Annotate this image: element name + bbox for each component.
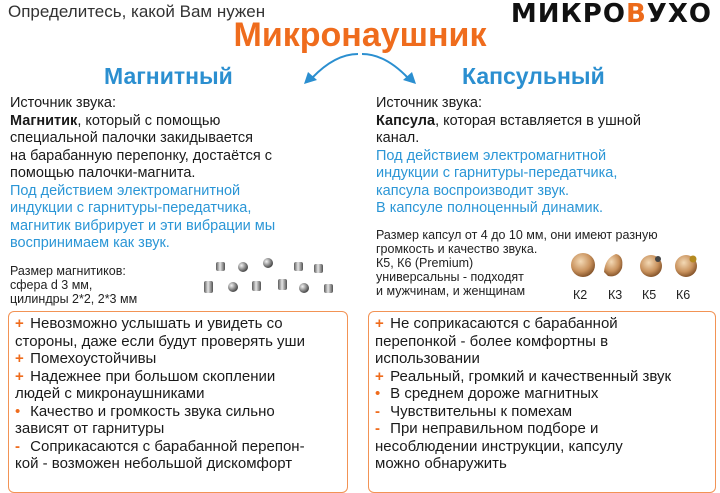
logo-part-1: МИКРО (510, 0, 626, 29)
point-text: несоблюдении инструкции, капсулу (375, 437, 623, 455)
point-text: использовании (375, 350, 480, 367)
point-line (15, 350, 347, 368)
magnetic-source-heading: Источник звука: (10, 95, 116, 111)
magnetic-blue-line-4: воспринимаем как звук. (10, 235, 170, 251)
magnetic-blue-line-2: индукции с гарнитуры-передатчика, (10, 200, 252, 216)
point-mark: - (15, 437, 20, 455)
capsule-source-heading: Источник звука: (376, 95, 482, 111)
capsule-label-k2: К2 (573, 288, 588, 302)
point-line (375, 455, 715, 473)
magnetic-blue-line-1: Под действием электромагнитной (10, 182, 241, 199)
capsule-source-line-2: канал. (376, 130, 420, 146)
point-line (15, 368, 347, 386)
point-item (375, 315, 715, 368)
point-text: При неправильном подборе и (390, 420, 599, 437)
split-arrows-icon (290, 50, 430, 90)
point-line (375, 403, 715, 421)
point-item (375, 403, 715, 421)
point-line (375, 420, 715, 438)
point-line (15, 315, 347, 333)
point-line (15, 438, 347, 456)
point-line (15, 455, 347, 473)
capsule-description (376, 95, 641, 218)
point-item (15, 350, 347, 368)
point-line (375, 350, 715, 368)
point-mark: + (15, 367, 24, 385)
capsule-title: Капсульный (462, 63, 605, 89)
point-text: Чувствительны к помехам (390, 402, 573, 420)
point-text: можно обнаружить (375, 455, 507, 472)
capsule-size-line-5: и мужчинам, и женщинам (376, 284, 526, 298)
point-line (375, 368, 715, 386)
magnetic-blue-line-3: магнитик вибрирует и эти вибрации мы (10, 217, 276, 234)
point-item (375, 385, 715, 403)
point-text: людей с микронаушниками (15, 385, 205, 402)
point-line (375, 315, 715, 333)
capsule-size-line-1: Размер капсул от 4 до 10 мм, они имеют разную (376, 228, 658, 242)
magnetic-source-line-3: на барабанную перепонку, достаётся с (10, 147, 273, 164)
capsule-source-bold: Капсула (376, 112, 436, 129)
point-text: перепонкой - более комфортны в (375, 332, 609, 350)
magnetic-size-line-2: сфера d 3 мм, (10, 278, 93, 292)
point-text: Реальный, громкий и качественный звук (390, 367, 672, 385)
point-item (15, 368, 347, 403)
capsule-pros-cons-box (368, 311, 716, 493)
capsule-blue-line-2: индукции с гарнитуры-передатчика, (376, 165, 618, 181)
capsule-source-line-1 (376, 113, 641, 131)
capsule-size-line-4: универсальны - подходят (376, 270, 524, 284)
capsule-size-line-3: К5, К6 (Premium) (376, 256, 474, 270)
point-mark: - (375, 420, 380, 437)
intro-text: Определитесь, какой Вам нужен (8, 2, 266, 21)
capsule-size-line-2: громкость и качество звука. (376, 242, 538, 256)
point-mark: + (375, 315, 384, 332)
logo-part-2: УХО (646, 0, 712, 29)
capsule-blue-line-3: капсула воспроизводит звук. (376, 182, 570, 199)
point-line (375, 385, 715, 403)
magnetic-source-line-1 (10, 113, 275, 131)
capsule-points-list (369, 312, 715, 473)
point-text: зависят от гарнитуры (15, 420, 165, 437)
magnetic-points-list (9, 312, 347, 473)
point-text: Качество и громкость звука сильно (30, 402, 275, 420)
magnetic-description (10, 95, 275, 253)
magnetic-size-line-1: Размер магнитиков: (10, 264, 126, 278)
magnetic-size-line-3: цилиндры 2*2, 2*3 мм (10, 292, 138, 306)
capsule-blue-line-4: В капсуле полноценный динамик. (376, 200, 603, 216)
point-text: В среднем дороже магнитных (390, 385, 599, 402)
capsule-blue-line-1: Под действием электромагнитной (376, 147, 607, 164)
point-line (15, 385, 347, 403)
capsule-label-k3: К3 (608, 288, 623, 302)
magnetic-source-line-4: помощью палочки-магнита. (10, 165, 196, 181)
magnetic-source-line-2: специальной палочки закидывается (10, 130, 253, 146)
point-line (15, 420, 347, 438)
point-text: Соприкасаются с барабанной перепон- (30, 437, 305, 455)
point-text: Невозможно услышать и увидеть со (30, 315, 283, 332)
point-text: кой - возможен небольшой дискомфорт (15, 455, 293, 472)
point-line (375, 438, 715, 456)
point-item (375, 368, 715, 386)
point-mark: • (15, 402, 21, 420)
point-text: Надежнее при большом скоплении (30, 367, 276, 385)
point-item (15, 403, 347, 438)
point-mark: + (15, 315, 24, 332)
point-line (375, 333, 715, 351)
point-text: стороны, даже если будут проверять уши (15, 332, 305, 350)
magnetic-title: Магнитный (104, 63, 233, 89)
point-item (15, 438, 347, 473)
capsule-label-k5: К5 (642, 288, 657, 302)
logo-accent: В (625, 0, 647, 29)
point-mark: - (375, 402, 380, 420)
magnetic-size-info (10, 264, 137, 306)
magnet-pellets-image (196, 254, 346, 304)
point-mark: • (375, 385, 381, 402)
point-mark: + (15, 350, 24, 367)
point-text: Не соприкасаются с барабанной (390, 315, 618, 332)
main-title: Микронаушник (233, 16, 487, 54)
magnetic-source-text: , который с помощью (77, 112, 221, 129)
magnetic-pros-cons-box (8, 311, 348, 493)
point-line (15, 403, 347, 421)
capsules-image (564, 246, 714, 286)
point-text: Помехоустойчивы (30, 350, 157, 367)
capsule-source-text: , которая вставляется в ушной (435, 112, 641, 129)
point-item (375, 420, 715, 473)
magnetic-source-bold: Магнитик (10, 112, 78, 129)
point-line (15, 333, 347, 351)
point-mark: + (375, 367, 384, 385)
capsule-label-k6: К6 (676, 288, 691, 302)
point-item (15, 315, 347, 350)
